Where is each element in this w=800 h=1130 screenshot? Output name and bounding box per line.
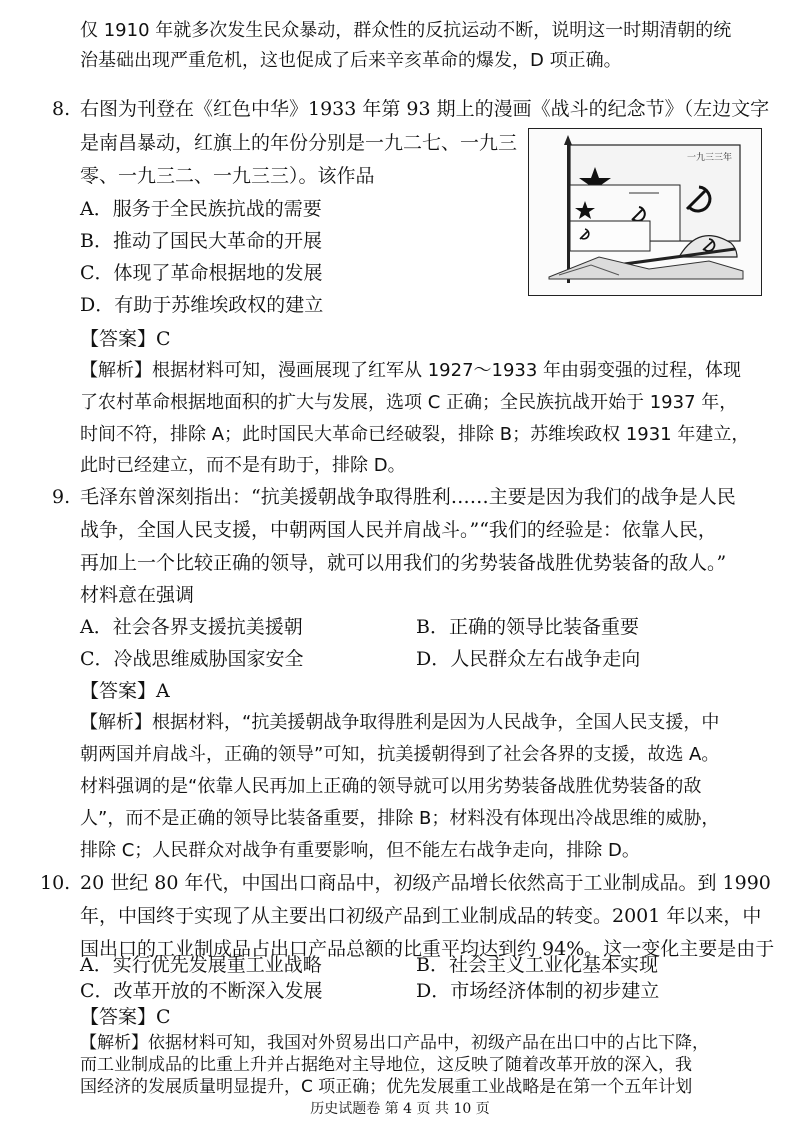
q10-option-a: A．实行优先发展重工业战略: [80, 954, 322, 976]
q8-stem-line-2: 是南昌暴动，红旗上的年份分别是一九二七、一九三: [80, 132, 518, 154]
q10-stem-line-1: 20 世纪 80 年代，中国出口商品中，初级产品增长依然高于工业制成品。到 1990: [80, 872, 771, 894]
q8-option-c: C．体现了革命根据地的发展: [80, 262, 323, 284]
cartoon-drawing: [529, 129, 761, 295]
q9-option-c: C．冷战思维威胁国家安全: [80, 648, 304, 670]
q9-stem-line-3: 再加上一个比较正确的领导，就可以用我们的劣势装备战胜优势装备的敌人。”: [80, 552, 727, 574]
flag-1933-label: 一九三三年: [687, 153, 733, 163]
q8-analysis-line-4: 此时已经建立，而不是有助于，排除 D。: [80, 455, 406, 476]
q9-answer: 【答案】A: [80, 680, 170, 702]
q9-number: 9.: [52, 486, 71, 508]
q9-analysis-line-3: 材料强调的是“依靠人民再加上正确的领导就可以用劣势装备战胜优势装备的敌: [80, 776, 702, 797]
q9-analysis-line-5: 排除 C；人民群众对战争有重要影响，但不能左右战争走向，排除 D。: [80, 840, 640, 861]
q8-option-d: D．有助于苏维埃政权的建立: [80, 294, 324, 316]
q8-option-b: B．推动了国民大革命的开展: [80, 230, 322, 252]
q8-stem-line-1: 右图为刊登在《红色中华》1933 年第 93 期上的漫画《战斗的纪念节》（左边文字: [80, 98, 770, 120]
q9-analysis-line-4: 人”，而不是正确的领导比装备重要，排除 B；材料没有体现出冷战思维的威胁，: [80, 808, 720, 829]
q9-stem-line-2: 战争，全国人民支援，中朝两国人民并肩战斗。”“我们的经验是：依靠人民，: [80, 519, 717, 541]
q9-option-a: A．社会各界支援抗美援朝: [80, 616, 303, 638]
q10-stem-line-3: 国出口的工业制成品占出口产品总额的比重平均达到约 94%。这一变化主要是由于: [80, 938, 775, 960]
prev-analysis-line-2: 治基础出现严重危机，这也促成了后来辛亥革命的爆发，D 项正确。: [80, 50, 622, 71]
q10-analysis-line-1: 【解析】依据材料可知，我国对外贸易出口产品中，初级产品在出口中的占比下降，: [80, 1033, 709, 1053]
q8-answer: 【答案】C: [80, 328, 171, 350]
q9-option-b: B．正确的领导比装备重要: [416, 616, 639, 638]
q9-analysis-line-2: 朝两国并肩战斗，正确的领导”可知，抗美援朝得到了社会各界的支援，故选 A。: [80, 744, 720, 765]
q10-number: 10.: [40, 872, 71, 894]
q10-answer: 【答案】C: [80, 1006, 171, 1028]
q10-analysis-line-3: 国经济的发展质量明显提升，C 项正确；优先发展重工业战略是在第一个五年计划: [80, 1077, 693, 1097]
q9-stem-line-1: 毛泽东曾深刻指出：“抗美援朝战争取得胜利……主要是因为我们的战争是人民: [80, 486, 736, 508]
q8-number: 8.: [52, 98, 71, 120]
q9-option-d: D．人民群众左右战争走向: [416, 648, 641, 670]
q8-analysis-line-3: 时间不符，排除 A；此时国民大革命已经破裂，排除 B；苏维埃政权 1931 年建立，: [80, 424, 750, 445]
q10-option-d: D．市场经济体制的初步建立: [416, 980, 660, 1002]
flag-pole-tip: [564, 135, 572, 145]
prev-analysis-line-1: 仅 1910 年就多次发生民众暴动，群众性的反抗运动不断，说明这一时期清朝的统: [80, 20, 732, 41]
q8-analysis-line-1: 【解析】根据材料可知，漫画展现了红军从 1927～1933 年由弱变强的过程，体现: [80, 360, 742, 381]
q10-option-b: B．社会主义工业化基本实现: [416, 954, 658, 976]
cartoon-figure: [528, 128, 762, 296]
q9-analysis-line-1: 【解析】根据材料，“抗美援朝战争取得胜利是因为人民战争，全国人民支援，中: [80, 712, 720, 733]
q10-option-c: C．改革开放的不断深入发展: [80, 980, 323, 1002]
page-footer: 历史试题卷 第 4 页 共 10 页: [310, 1101, 490, 1117]
q8-stem-line-3: 零、一九三二、一九三三）。该作品: [80, 165, 375, 187]
q10-stem-line-2: 年，中国终于实现了从主要出口初级产品到工业制成品的转变。2001 年以来，中: [80, 905, 762, 927]
q8-analysis-line-2: 了农村革命根据地面积的扩大与发展，选项 C 正确；全民族抗战开始于 1937 年，: [80, 392, 738, 413]
q8-option-a: A．服务于全民族抗战的需要: [80, 198, 322, 220]
q10-analysis-line-2: 而工业制成品的比重上升并占据绝对主导地位，这反映了随着改革开放的深入，我: [80, 1055, 692, 1075]
q9-stem-line-4: 材料意在强调: [80, 584, 195, 606]
